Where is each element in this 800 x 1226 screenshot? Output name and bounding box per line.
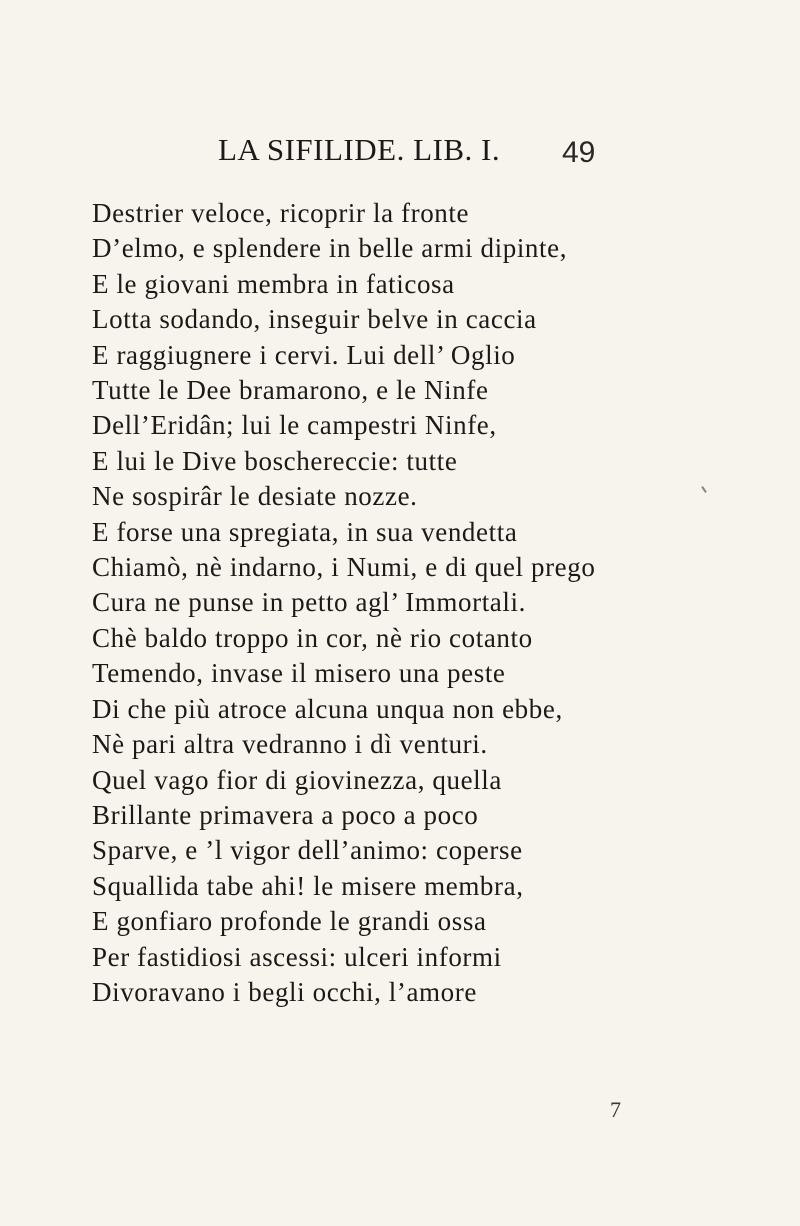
verse-line: E gonfiaro profonde le grandi ossa: [92, 906, 487, 937]
verse-line: Brillante primavera a poco a poco: [92, 799, 479, 830]
verse-line: Cura ne punse in petto agl’ Immortali.: [92, 587, 526, 618]
verse-line: Chè baldo troppo in cor, nè rio cotanto: [92, 622, 533, 653]
verse-line: E raggiugnere i cervi. Lui dell’ Oglio: [92, 339, 516, 370]
verse-block: [92, 196, 772, 1010]
verse-line: E lui le Dive boschereccie: tutte: [92, 445, 458, 476]
verse-line: Squallida tabe ahi! le misere membra,: [92, 870, 524, 901]
verse-line: E le giovani membra in faticosa: [92, 268, 455, 299]
page-number: 49: [562, 136, 596, 169]
running-title: LA SIFILIDE. LIB. I.: [218, 132, 501, 167]
verse-line: Lotta sodando, inseguir belve in caccia: [92, 304, 537, 335]
running-head: [0, 128, 800, 168]
verse-line: Sparve, e ’l vigor dell’animo: coperse: [92, 835, 523, 866]
verse-line: E forse una spregiata, in sua vendetta: [92, 516, 518, 547]
verse-line: Destrier veloce, ricoprir la fronte: [92, 198, 470, 228]
verse-line: Nè pari altra vedranno i dì venturi.: [92, 729, 488, 760]
verse-line: Quel vago fior di giovinezza, quella: [92, 764, 502, 795]
verse-line: D’elmo, e splendere in belle armi dipinte,: [92, 233, 568, 264]
verse-line: Tutte le Dee bramarono, e le Ninfe: [92, 375, 489, 406]
verse-line: Chiamò, nè indarno, i Numi, e di quel prego: [92, 552, 596, 583]
verse-line: Ne sospirâr le desiate nozze.: [92, 481, 418, 512]
verse-line: Temendo, invase il misero una peste: [92, 658, 506, 689]
verse-line: Per fastidiosi ascessi: ulceri informi: [92, 941, 502, 972]
verse-line: Dell’Eridân; lui le campestri Ninfe,: [92, 410, 497, 441]
verse-line: Di che più atroce alcuna unqua non ebbe,: [92, 693, 563, 724]
signature-mark: 7: [610, 1097, 621, 1122]
verse-line: Divoravano i begli occhi, l’amore: [92, 976, 477, 1007]
